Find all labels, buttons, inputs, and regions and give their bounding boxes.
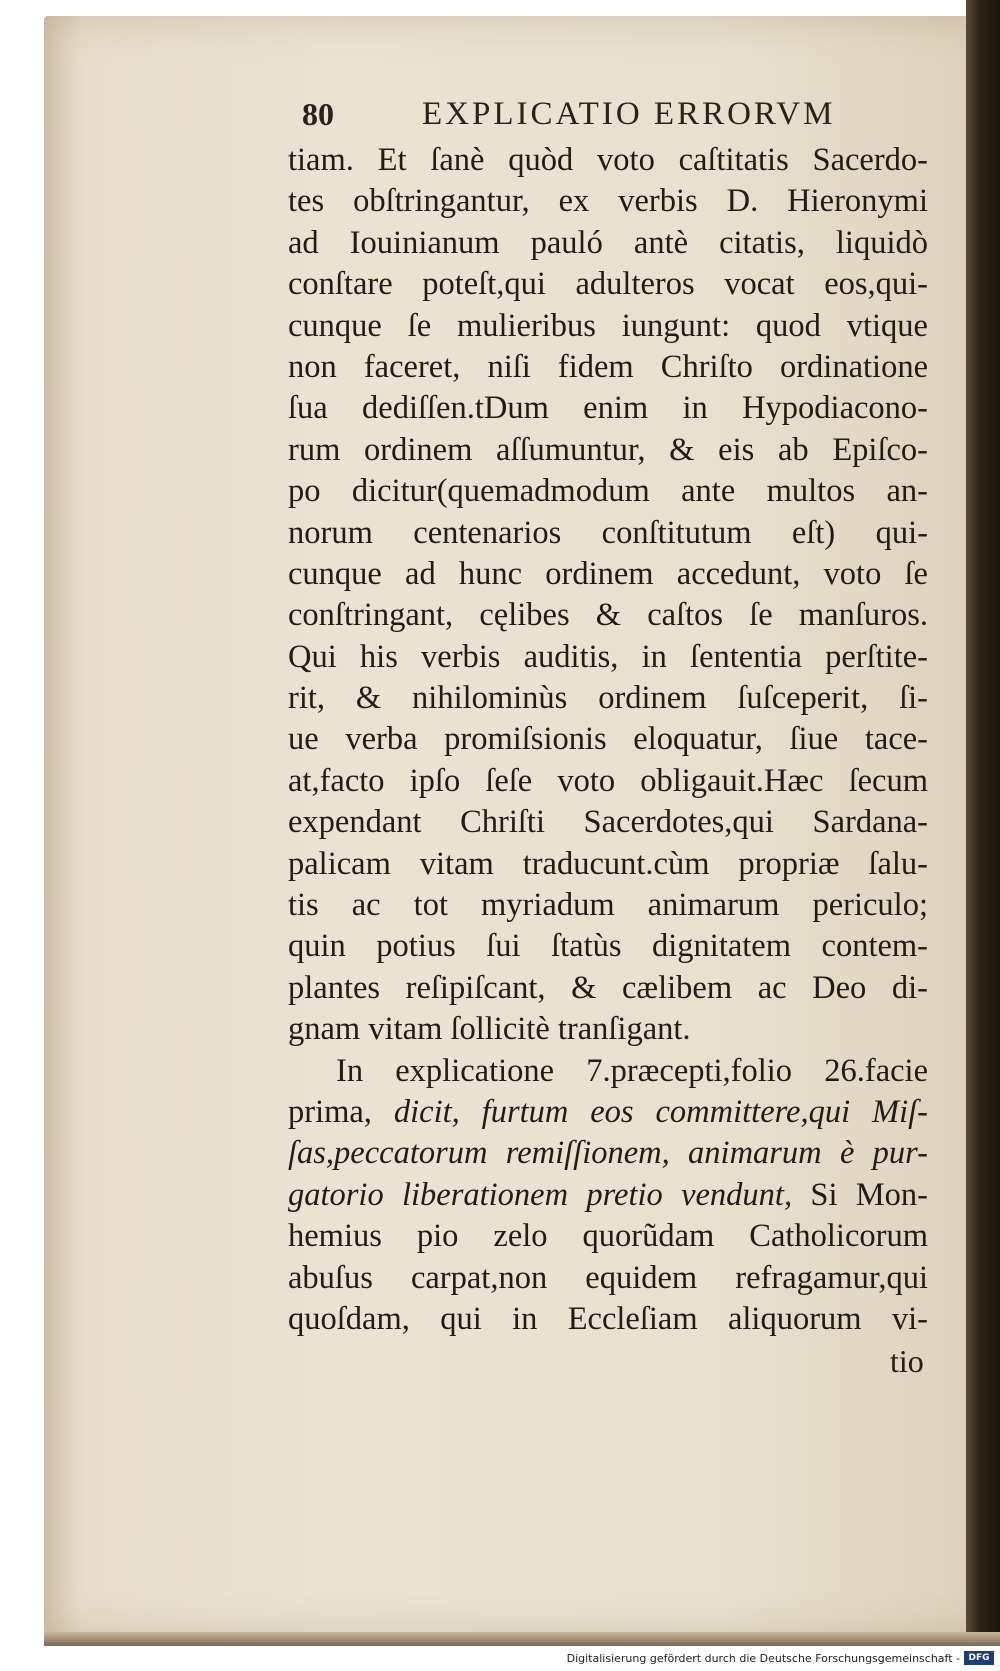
text-line: plantes reſipiſcant, & cælibem ac Deo di- xyxy=(288,969,928,1006)
text-line: Qui his verbis auditis, in ſententia perſtite- xyxy=(288,638,928,675)
text-line: cunque ſe mulieribus iungunt: quod vtique xyxy=(288,307,928,344)
digitization-footer xyxy=(0,1648,1000,1671)
text-line: expendant Chriſti Sacerdotes,qui Sardana- xyxy=(288,804,928,841)
text-line: norum centenarios conſtitutum eſt) qui- xyxy=(288,514,928,551)
text-line: non faceret, niſi fidem Chriſto ordinatione xyxy=(288,348,928,385)
text-line: tes obſtringantur, ex verbis D. Hieronymi xyxy=(288,183,928,220)
text-line: rit, & nihilominùs ordinem ſuſceperit, ſi- xyxy=(288,680,928,717)
text-line: ſua dediſſen.tDum enim in Hypodiacono- xyxy=(288,390,928,427)
italic-quote: gatorio liberationem pretio vendunt, xyxy=(288,1176,793,1213)
text-line: quoſdam, qui in Eccleſiam aliquorum vi- xyxy=(288,1300,928,1337)
text-line: hemius pio zelo quorũdam Catholicorum xyxy=(288,1218,928,1255)
text-line xyxy=(288,1175,928,1216)
text-line: ad Iouinianum pauló antè citatis, liquidò xyxy=(288,224,928,261)
italic-quote: dicit, furtum eos committere,qui Miſ- xyxy=(393,1093,929,1130)
text-line: cunque ad hunc ordinem accedunt, voto ſe xyxy=(288,555,928,592)
catchword: tio xyxy=(890,1343,924,1379)
italic-quote: ſas,peccatorum remiſſionem, animarum è pur- xyxy=(288,1135,928,1172)
text-run: prima, xyxy=(288,1093,394,1130)
page-number: 80 xyxy=(302,96,334,132)
text-run: Si Mon- xyxy=(792,1176,928,1213)
text-line: po dicitur(quemadmodum ante multos an- xyxy=(288,473,928,510)
body-text xyxy=(288,140,928,1340)
book-edge xyxy=(966,0,1000,1645)
funding-note: Digitalisierung gefördert durch die Deutsche Forschungsgemeinschaft - xyxy=(566,1652,960,1665)
dfg-logo: DFG xyxy=(964,1651,994,1665)
text-line: quin potius ſui ſtatùs dignitatem contem- xyxy=(288,928,928,965)
text-line: In explicatione 7.præcepti,folio 26.facie xyxy=(336,1052,928,1089)
text-line: ue verba promiſsionis eloquatur, ſiue tace- xyxy=(288,721,928,758)
text-line: palicam vitam traducunt.cùm propriæ ſalu- xyxy=(288,845,928,882)
text-line: tiam. Et ſanè quòd voto caſtitatis Sacerdo- xyxy=(288,142,928,178)
text-line: at,facto ipſo ſeſe voto obligauit.Hæc ſecum xyxy=(288,762,928,799)
text-line: rum ordinem aſſumuntur, & eis ab Epiſco- xyxy=(288,431,928,468)
text-line: abuſus carpat,non equidem refragamur,qui xyxy=(288,1259,928,1296)
text-line: gnam vitam ſollicitè tranſigant. xyxy=(288,1011,691,1048)
text-line: conſtare poteſt,qui adulteros vocat eos,qui- xyxy=(288,266,928,303)
text-line: conſtringant, cęlibes & caſtos ſe manſuros. xyxy=(288,597,928,634)
page-bottom-edge xyxy=(44,1632,1000,1646)
text-line: tis ac tot myriadum animarum periculo; xyxy=(288,887,928,924)
running-title: EXPLICATIO ERRORVM xyxy=(422,96,836,132)
text-line xyxy=(288,1092,928,1133)
